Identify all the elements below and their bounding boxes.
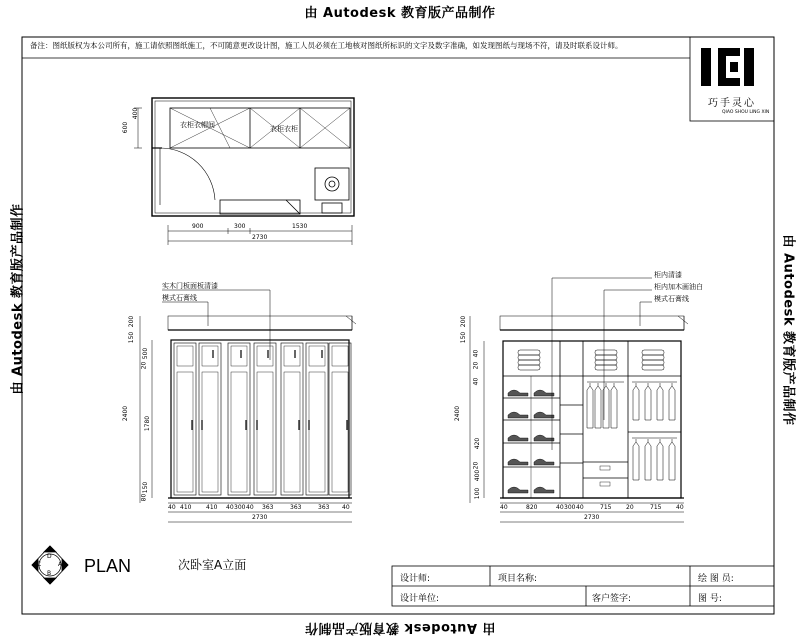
dimension-value: 300 (564, 504, 576, 511)
dimension-value: 40 (472, 349, 480, 358)
shoes (534, 487, 554, 493)
left-dim-total: 2730 (252, 514, 268, 521)
hanging-garment (657, 383, 663, 420)
shoes (508, 487, 528, 493)
right-dim-total: 2730 (584, 514, 600, 521)
dimension-value: 200 (460, 315, 468, 328)
dimension-value: 80 (140, 493, 148, 502)
compass-letter-bottom: B (47, 570, 52, 577)
dimension-value: 20 (140, 361, 148, 370)
folded-clothes (642, 350, 664, 370)
left-callout-2: 模式石膏线 (162, 294, 197, 302)
hanging-garment (611, 383, 617, 428)
dimension-value: 363 (262, 504, 274, 511)
dimension-value: 40 (676, 504, 684, 511)
logo-text: 巧手灵心 (708, 98, 756, 109)
dimension-value: 20 (472, 461, 480, 470)
dimension-value: 1780 (144, 415, 152, 432)
hanging-garment (645, 439, 651, 480)
title-project-label: 项目名称: (498, 574, 538, 584)
plan-dim-3: 1530 (292, 223, 308, 230)
plan-dim-1: 900 (192, 223, 204, 230)
watermark-right: 由 Autodesk 教育版产品制作 (780, 234, 796, 426)
compass-letter-right: A (58, 561, 63, 568)
plan-dim-total: 2730 (252, 234, 268, 241)
hanging-garment (633, 383, 639, 420)
dimension-value: 40 (168, 504, 176, 511)
dimension-value: 363 (318, 504, 330, 511)
right-callout-3: 模式石膏线 (654, 295, 689, 303)
hanging-garment (657, 439, 663, 480)
hanging-garment (587, 383, 593, 428)
title-drawing-no-label: 图 号: (698, 594, 722, 604)
dimension-value: 500 (142, 347, 150, 360)
dimension-value: 410 (206, 504, 218, 511)
dimension-value: 820 (526, 504, 538, 511)
folded-clothes (518, 350, 540, 370)
hanging-garment (595, 383, 601, 428)
shoes (508, 412, 528, 418)
shoes (508, 459, 528, 465)
dimension-value: 40 (342, 504, 350, 511)
dimension-value: 20 (626, 504, 634, 511)
compass-letter-left: C (37, 561, 42, 568)
dimension-value: 40 (576, 504, 584, 511)
door-panel (329, 343, 351, 495)
plan-dim-2: 300 (234, 223, 246, 230)
dimension-value: 40 (500, 504, 508, 511)
watermark-left: 由 Autodesk 教育版产品制作 (10, 203, 26, 395)
dimension-value: 200 (128, 315, 136, 328)
shoes (508, 390, 528, 396)
left-door-panels (174, 343, 351, 495)
shoes (534, 459, 554, 465)
dimension-value: 20 (472, 361, 480, 370)
plan-dim-side-2: 400 (132, 107, 140, 120)
elevation-left (168, 316, 352, 503)
plan-label-wardrobe-1: 衣柜衣帽间 (180, 121, 215, 129)
hanging-garment (669, 439, 675, 480)
door-panel (228, 343, 250, 495)
dimension-value: 410 (180, 504, 192, 511)
watermark-top: 由 Autodesk 教育版产品制作 (304, 6, 496, 21)
right-callout-2: 柜内加木画油白 (654, 283, 703, 291)
dimension-value: 150 (142, 481, 150, 494)
title-designer-label: 设计师: (400, 574, 431, 584)
elevation-right (500, 316, 684, 503)
compass-letter-top: D (47, 553, 52, 560)
logo-mark (701, 48, 754, 86)
right-callout-1: 柜内清漆 (654, 271, 682, 279)
shoes (508, 435, 528, 441)
door-panel (281, 343, 303, 495)
right-wardrobe-contents (508, 350, 675, 493)
dimension-value: 40 (226, 504, 234, 511)
title-drawer-label: 绘 图 员: (698, 574, 734, 584)
dimension-value: 715 (600, 504, 612, 511)
title-unit-label: 设计单位: (400, 594, 440, 604)
folded-clothes (595, 350, 617, 370)
hanging-garment (645, 383, 651, 420)
logo-subtitle: QIAO SHOU LING XIN (722, 110, 770, 115)
header-note: 备注：图纸版权为本公司所有，施工请依照图纸施工，不可随意更改设计图，施工人员必须在工地核对图纸所标识的文字及数字准确，如发现图纸与现场不符，请及时联系设计师。 (30, 41, 623, 50)
left-callout-1: 实木门板面板清漆 (162, 282, 218, 290)
dimension-value: 40 (472, 377, 480, 386)
dimension-value: 2400 (454, 405, 462, 422)
dimension-value: 100 (474, 487, 482, 500)
watermark-bottom: 由 Autodesk 教育版产品制作 (304, 620, 496, 635)
plan-dim-side-1: 600 (122, 121, 130, 134)
plan-label: PLAN (84, 556, 132, 576)
dimension-value: 420 (474, 437, 482, 450)
shoes (534, 390, 554, 396)
dimension-value: 40 (246, 504, 254, 511)
dimension-value: 2400 (122, 405, 130, 422)
dimension-value: 40 (556, 504, 564, 511)
dimension-value: 300 (234, 504, 246, 511)
door-panel (174, 343, 196, 495)
dimension-value: 150 (128, 331, 136, 344)
hanging-garment (669, 383, 675, 420)
door-panel (254, 343, 276, 495)
shoes (534, 412, 554, 418)
dimension-value: 150 (460, 331, 468, 344)
shoes (534, 435, 554, 441)
drawing-caption: 次卧室A立面 (178, 558, 247, 572)
door-panel (199, 343, 221, 495)
plan-label-wardrobe-2: 衣柜衣柜 (270, 125, 298, 133)
door-panel (306, 343, 328, 495)
dimension-value: 715 (650, 504, 662, 511)
title-client-label: 客户签字: (592, 594, 632, 604)
dimension-value: 363 (290, 504, 302, 511)
hanging-garment (633, 439, 639, 480)
dimension-value: 400 (474, 469, 482, 482)
